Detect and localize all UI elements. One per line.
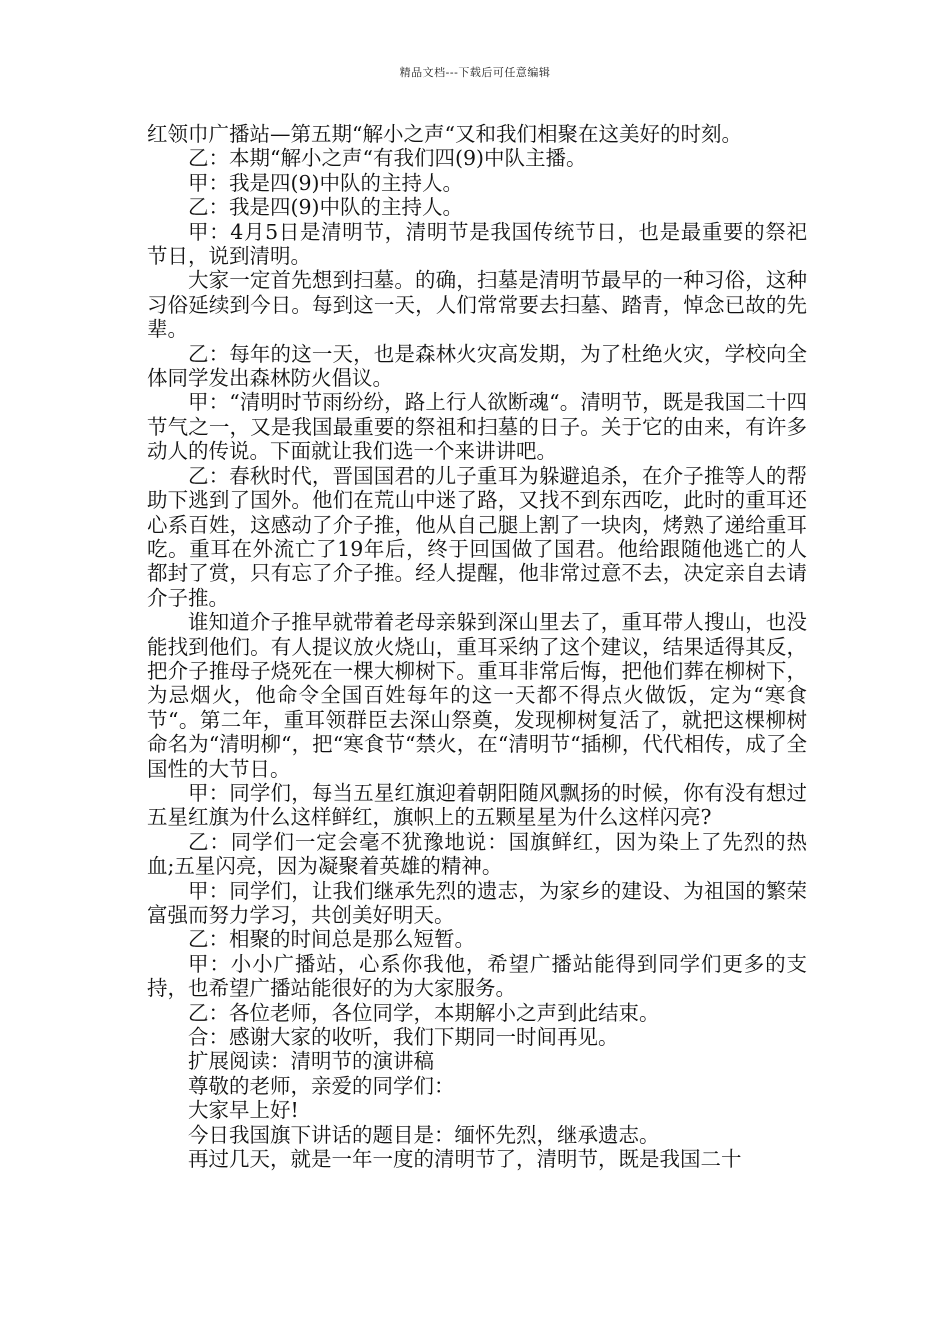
paragraph: 甲：小小广播站，心系你我他，希望广播站能得到同学们更多的支持，也希望广播站能很好的为大家服务。: [147, 951, 807, 1001]
paragraph: 谁知道介子推早就带着老母亲躲到深山里去了，重耳带人搜山，也没能找到他们。有人提议放火烧山，重耳采纳了这个建议，结果适得其反，把介子推母子烧死在一棵大柳树下。重耳非常后悔，把他们葬在柳树下，为忌烟火，他命令全国百姓每年的这一天都不得点火做饭，定为“寒食节“。第二年，重耳领群臣去深山祭奠，发现柳树复活了，就把这棵柳树命名为“清明柳“，把“寒食节“禁火，在“清明节“插柳，代代相传，成了全国性的大节日。: [147, 610, 807, 781]
paragraph: 乙：同学们一定会毫不犹豫地说：国旗鲜红，因为染上了先烈的热血;五星闪亮，因为凝聚着英雄的精神。: [147, 829, 807, 879]
document-body: [147, 122, 807, 1171]
paragraph: 再过几天，就是一年一度的清明节了，清明节，既是我国二十: [188, 1147, 742, 1172]
paragraph: 乙：各位老师，各位同学，本期解小之声到此结束。: [188, 1000, 660, 1025]
paragraph: 尊敬的老师，亲爱的同学们：: [188, 1073, 455, 1098]
paragraph: 甲：同学们，每当五星红旗迎着朝阳随风飘扬的时候，你有没有想过五星红旗为什么这样鲜红，旗帜上的五颗星星为什么这样闪亮?: [147, 780, 807, 830]
paragraph: 红领巾广播站—第五期“解小之声“又和我们相聚在这美好的时刻。: [147, 122, 742, 146]
paragraph: 乙：相聚的时间总是那么短暂。: [188, 927, 475, 952]
page-header: 精品文档---下载后可任意编辑: [399, 66, 551, 79]
paragraph: 合：感谢大家的收听，我们下期同一时间再见。: [188, 1025, 619, 1050]
paragraph: 甲：“清明时节雨纷纷，路上行人欲断魂“。清明节，既是我国二十四节气之一，又是我国最重要的祭祖和扫墓的日子。关于它的由来，有许多动人的传说。下面就让我们选一个来讲讲吧。: [147, 390, 807, 464]
paragraph: 乙：我是四(9)中队的主持人。: [188, 195, 464, 220]
paragraph: 甲：同学们，让我们继承先烈的遗志，为家乡的建设、为祖国的繁荣富强而努力学习，共创美好明天。: [147, 878, 807, 927]
paragraph: 扩展阅读：清明节的演讲稿: [188, 1049, 434, 1074]
paragraph: 大家早上好!: [188, 1098, 299, 1123]
paragraph: 今日我国旗下讲话的题目是：缅怀先烈，继承遗志。: [188, 1122, 660, 1147]
paragraph: 乙：本期“解小之声“有我们四(9)中队主播。: [188, 146, 587, 171]
paragraph: 甲：我是四(9)中队的主持人。: [188, 170, 464, 195]
paragraph: 甲：4月5日是清明节，清明节是我国传统节日，也是最重要的祭祀节日，说到清明。: [147, 219, 807, 269]
paragraph: 乙：春秋时代，晋国国君的儿子重耳为躲避追杀，在介子推等人的帮助下逃到了国外。他们在荒山中迷了路，又找不到东西吃，此时的重耳还心系百姓，这感动了介子推，他从自己腿上割了一块肉，烤熟了递给重耳吃。重耳在外流亡了19年后，终于回国做了国君。他给跟随他逃亡的人都封了赏，只有忘了介子推。经人提醒，他非常过意不去，决定亲自去请介子推。: [147, 463, 807, 610]
paragraph: 大家一定首先想到扫墓。的确，扫墓是清明节最早的一种习俗，这种习俗延续到今日。每到这一天，人们常常要去扫墓、踏青，悼念已故的先辈。: [147, 268, 807, 342]
paragraph: 乙：每年的这一天，也是森林火灾高发期，为了杜绝火灾，学校向全体同学发出森林防火倡议。: [147, 341, 807, 391]
